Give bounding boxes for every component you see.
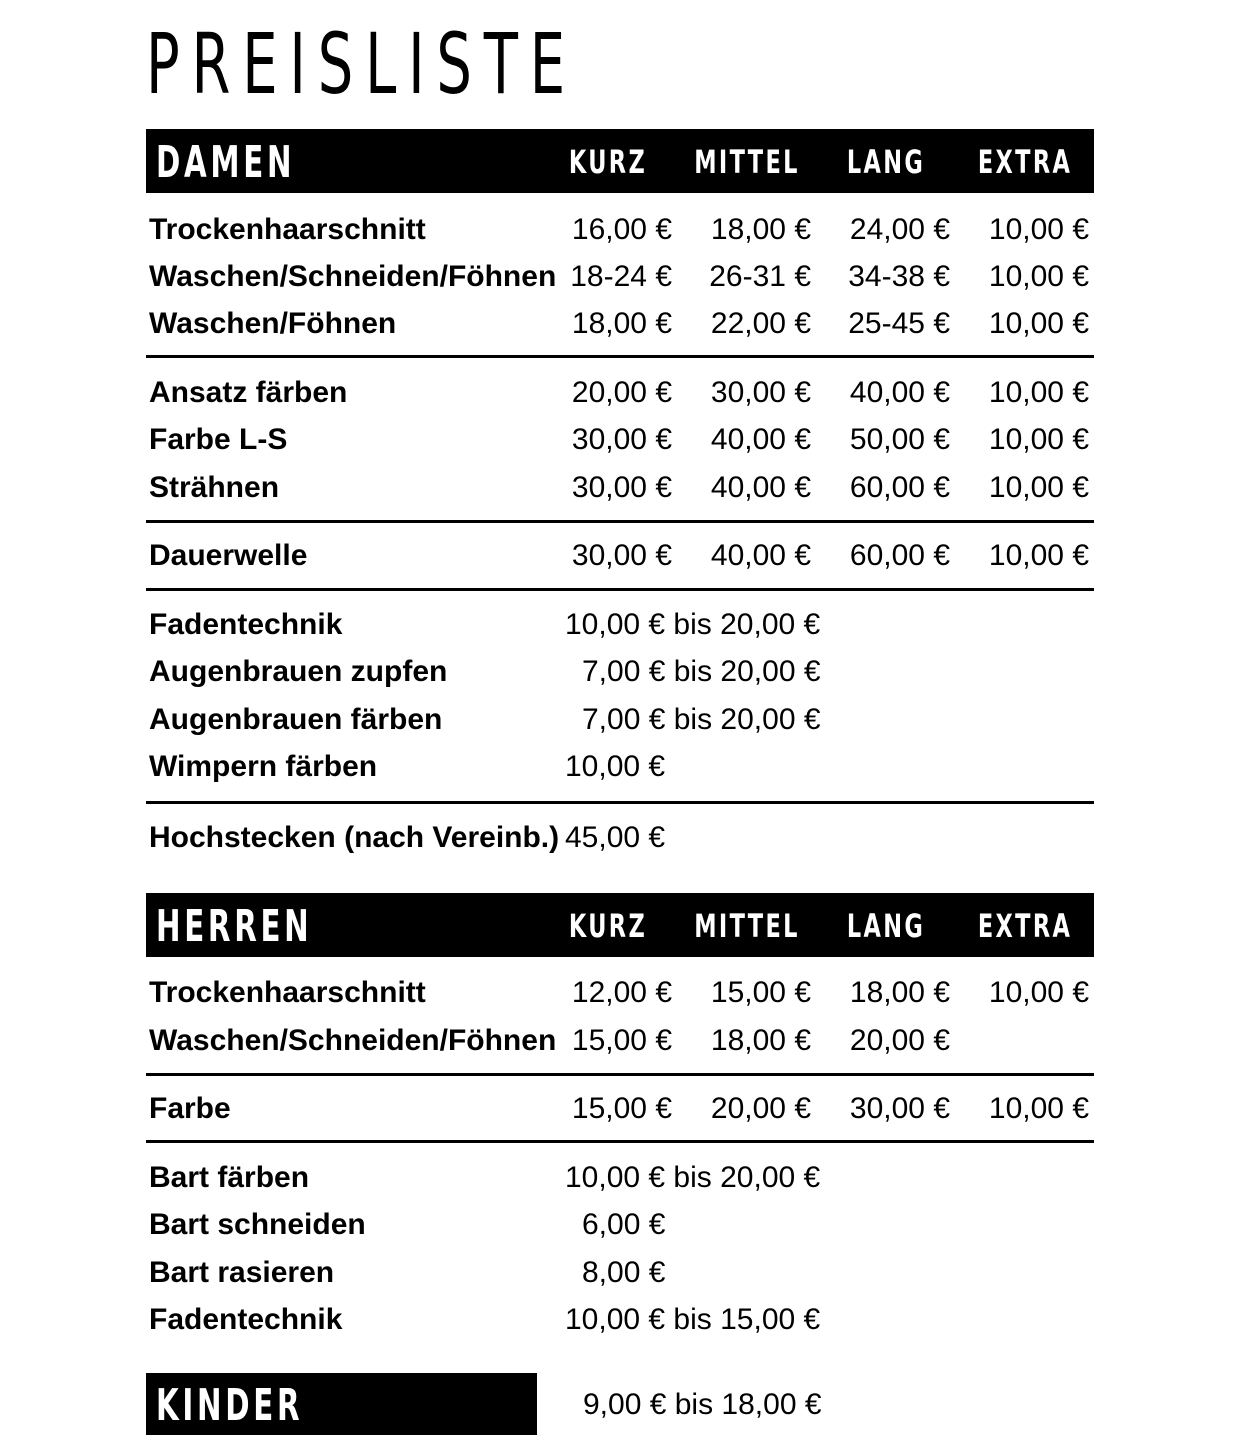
price-kurz: 15,00 € bbox=[571, 1024, 672, 1057]
price-range: 8,00 € bbox=[582, 1256, 666, 1289]
service-name: Bart färben bbox=[149, 1161, 310, 1194]
price-range: 7,00 € bis 20,00 € bbox=[582, 703, 821, 736]
price-extra: 10,00 € bbox=[988, 213, 1089, 246]
price-mittel: 20,00 € bbox=[710, 1092, 811, 1125]
table-row bbox=[146, 700, 1094, 740]
col-mittel: MITTEL bbox=[694, 907, 800, 945]
kinder-row bbox=[146, 1385, 1094, 1425]
price-range: 10,00 € bis 20,00 € bbox=[565, 608, 821, 641]
table-row bbox=[146, 652, 1094, 692]
price-kurz: 30,00 € bbox=[571, 471, 672, 504]
price-extra: 10,00 € bbox=[988, 376, 1089, 409]
price-lang: 34-38 € bbox=[848, 260, 950, 293]
col-extra: EXTRA bbox=[977, 143, 1073, 181]
price-extra: 10,00 € bbox=[988, 1092, 1089, 1125]
price-mittel: 40,00 € bbox=[710, 539, 811, 572]
service-name: Trockenhaarschnitt bbox=[149, 976, 426, 1009]
service-name: Ansatz färben bbox=[149, 376, 348, 409]
col-kurz: KURZ bbox=[568, 907, 648, 945]
price-extra: 10,00 € bbox=[988, 471, 1089, 504]
price-range: 6,00 € bbox=[582, 1208, 666, 1241]
table-row bbox=[146, 747, 1094, 787]
col-lang: LANG bbox=[846, 907, 926, 945]
price-extra: 10,00 € bbox=[988, 260, 1089, 293]
table-row bbox=[146, 257, 1094, 297]
price-lang: 60,00 € bbox=[849, 471, 950, 504]
price-mittel: 26-31 € bbox=[709, 260, 811, 293]
service-name: Strähnen bbox=[149, 471, 280, 504]
price-range: 10,00 € bis 15,00 € bbox=[565, 1303, 821, 1336]
price-range: 10,00 € bis 20,00 € bbox=[565, 1161, 821, 1194]
price-extra: 10,00 € bbox=[988, 976, 1089, 1009]
herren-header-bar bbox=[146, 893, 1094, 957]
price-mittel: 22,00 € bbox=[710, 307, 811, 340]
price-extra: 10,00 € bbox=[988, 307, 1089, 340]
price-mittel: 40,00 € bbox=[710, 423, 811, 456]
price-lang: 24,00 € bbox=[849, 213, 950, 246]
service-name: Waschen/Schneiden/Föhnen bbox=[149, 260, 557, 293]
service-name: Bart rasieren bbox=[149, 1256, 335, 1289]
table-row bbox=[146, 420, 1094, 460]
divider bbox=[146, 1140, 1094, 1143]
price-lang: 20,00 € bbox=[849, 1024, 950, 1057]
price-kurz: 20,00 € bbox=[571, 376, 672, 409]
price-kurz: 15,00 € bbox=[571, 1092, 672, 1125]
price-lang: 60,00 € bbox=[849, 539, 950, 572]
service-name: Farbe L-S bbox=[149, 423, 288, 456]
price-lang: 25-45 € bbox=[848, 307, 950, 340]
service-name: Bart schneiden bbox=[149, 1208, 366, 1241]
divider bbox=[146, 1073, 1094, 1076]
price-lang: 40,00 € bbox=[849, 376, 950, 409]
price-range: 7,00 € bis 20,00 € bbox=[582, 655, 821, 688]
price-range: 45,00 € bbox=[565, 821, 666, 854]
damen-header: DAMEN bbox=[156, 137, 296, 188]
price-range: 9,00 € bis 18,00 € bbox=[583, 1388, 822, 1421]
table-row bbox=[146, 818, 1094, 858]
damen-header-bar bbox=[146, 129, 1094, 193]
price-extra: 10,00 € bbox=[988, 539, 1089, 572]
price-lang: 18,00 € bbox=[849, 976, 950, 1009]
price-lang: 50,00 € bbox=[849, 423, 950, 456]
service-name: Wimpern färben bbox=[149, 750, 378, 783]
price-kurz: 30,00 € bbox=[571, 539, 672, 572]
service-name: Farbe bbox=[149, 1092, 231, 1125]
service-name: Dauerwelle bbox=[149, 539, 308, 572]
kinder-header: KINDER bbox=[156, 1380, 304, 1431]
price-mittel: 18,00 € bbox=[710, 213, 811, 246]
service-name: Augenbrauen färben bbox=[149, 703, 443, 736]
table-row bbox=[146, 1158, 1094, 1198]
table-row bbox=[146, 1253, 1094, 1293]
price-mittel: 30,00 € bbox=[710, 376, 811, 409]
price-lang: 30,00 € bbox=[849, 1092, 950, 1125]
col-extra: EXTRA bbox=[977, 907, 1073, 945]
table-row bbox=[146, 1021, 1094, 1061]
col-kurz: KURZ bbox=[568, 143, 648, 181]
table-row bbox=[146, 536, 1094, 576]
service-name: Waschen/Föhnen bbox=[149, 307, 397, 340]
table-row bbox=[146, 1205, 1094, 1245]
price-mittel: 40,00 € bbox=[710, 471, 811, 504]
table-row bbox=[146, 1300, 1094, 1340]
price-kurz: 12,00 € bbox=[571, 976, 672, 1009]
service-name: Hochstecken (nach Vereinb.) bbox=[149, 821, 560, 854]
divider bbox=[146, 520, 1094, 523]
service-name: Fadentechnik bbox=[149, 608, 343, 641]
service-name: Fadentechnik bbox=[149, 1303, 343, 1336]
table-row bbox=[146, 973, 1094, 1013]
price-kurz: 18,00 € bbox=[571, 307, 672, 340]
service-name: Trockenhaarschnitt bbox=[149, 213, 426, 246]
col-lang: LANG bbox=[846, 143, 926, 181]
price-range: 10,00 € bbox=[565, 750, 666, 783]
page-title: PREISLISTE bbox=[146, 15, 577, 113]
table-row bbox=[146, 304, 1094, 344]
table-row bbox=[146, 605, 1094, 645]
service-name: Waschen/Schneiden/Föhnen bbox=[149, 1024, 557, 1057]
price-kurz: 16,00 € bbox=[571, 213, 672, 246]
table-row bbox=[146, 210, 1094, 250]
divider bbox=[146, 801, 1094, 804]
price-mittel: 18,00 € bbox=[710, 1024, 811, 1057]
price-extra: 10,00 € bbox=[988, 423, 1089, 456]
table-row bbox=[146, 373, 1094, 413]
herren-header: HERREN bbox=[156, 901, 313, 952]
divider bbox=[146, 588, 1094, 591]
table-row bbox=[146, 468, 1094, 508]
col-mittel: MITTEL bbox=[694, 143, 800, 181]
price-mittel: 15,00 € bbox=[710, 976, 811, 1009]
table-row bbox=[146, 1089, 1094, 1129]
service-name: Augenbrauen zupfen bbox=[149, 655, 448, 688]
divider bbox=[146, 355, 1094, 358]
price-kurz: 30,00 € bbox=[571, 423, 672, 456]
price-kurz: 18-24 € bbox=[570, 260, 672, 293]
